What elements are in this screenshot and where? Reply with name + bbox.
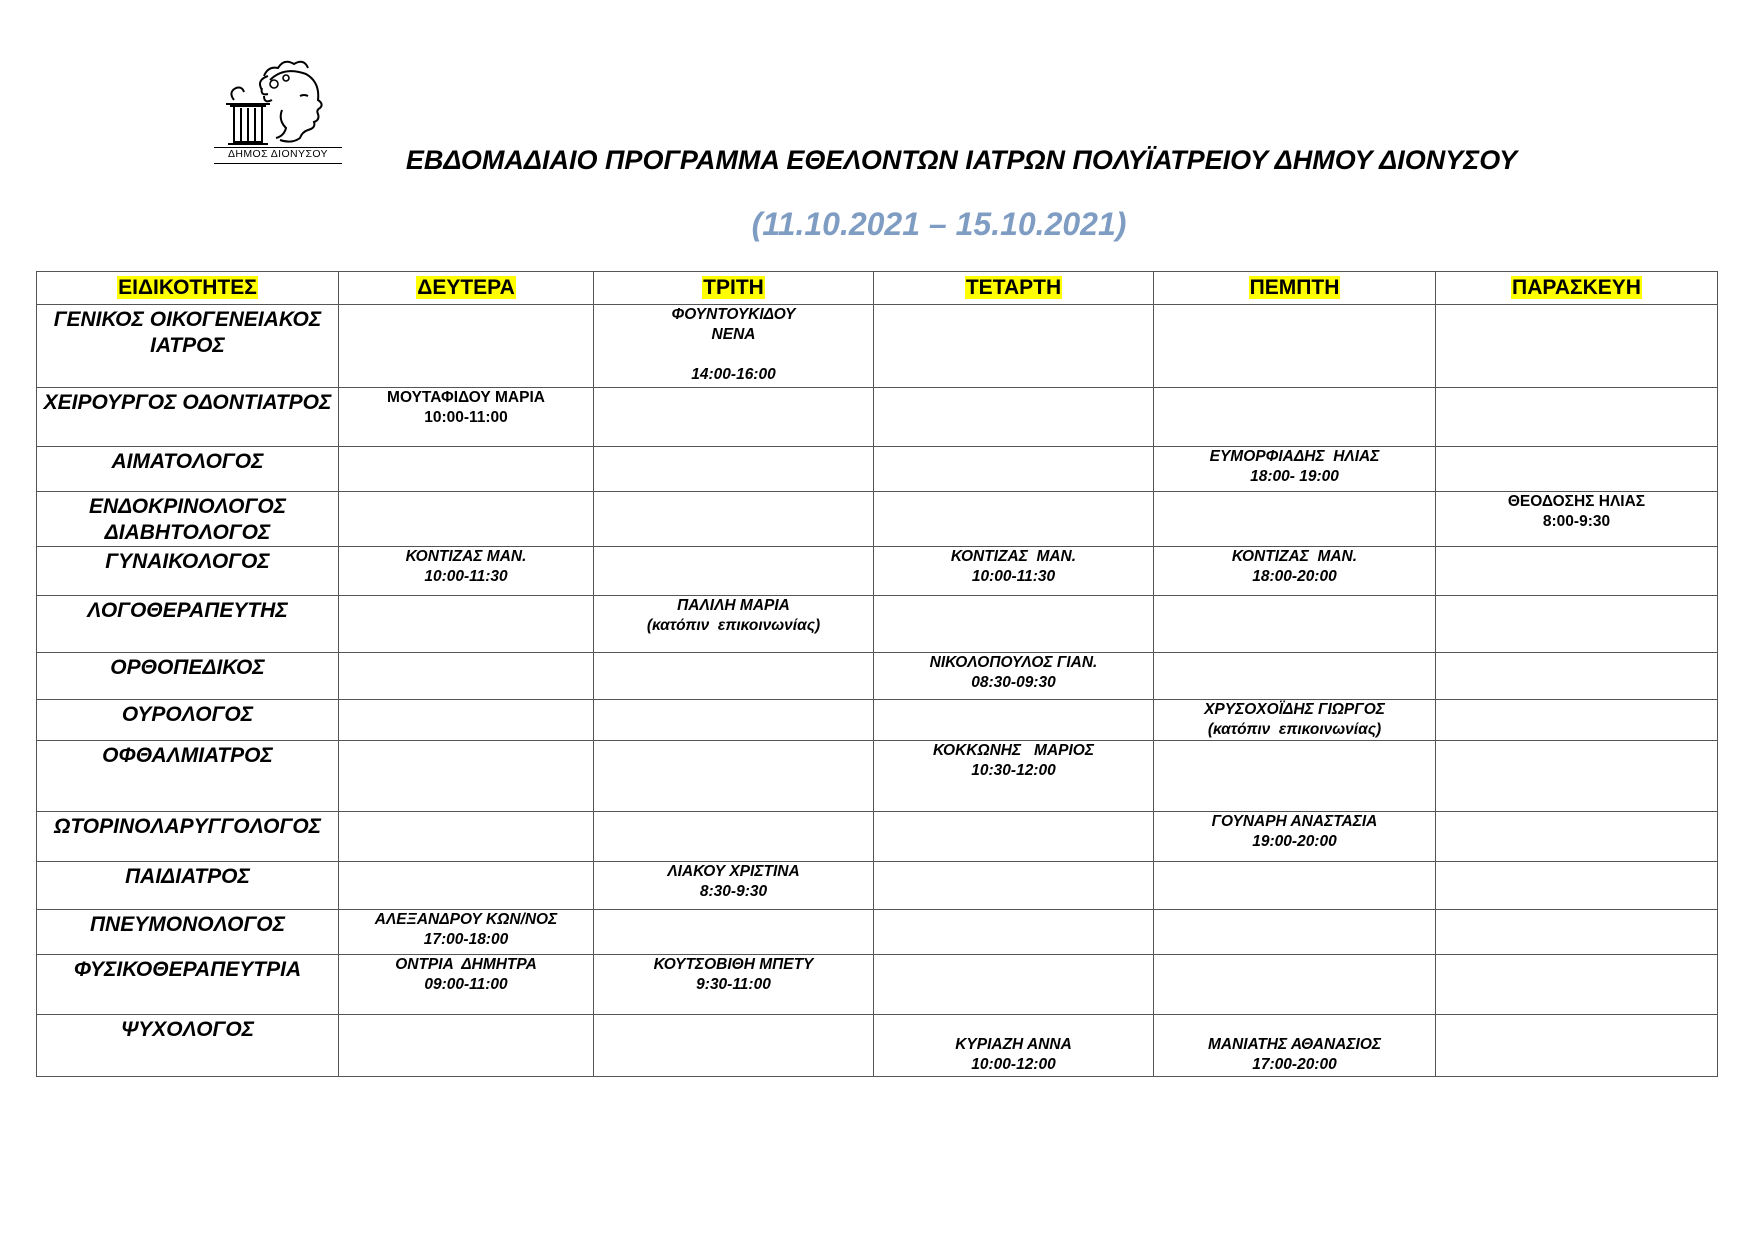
schedule-cell-thursday xyxy=(1154,388,1436,447)
schedule-cell-friday xyxy=(1436,862,1718,910)
schedule-cell-thursday xyxy=(1154,547,1436,596)
schedule-cell-thursday xyxy=(1154,492,1436,547)
table-row xyxy=(37,447,1718,492)
schedule-cell-wednesday xyxy=(874,547,1154,596)
schedule-cell-tuesday xyxy=(594,447,874,492)
time-slot: 18:00-20:00 xyxy=(1252,568,1337,585)
schedule-cell-monday xyxy=(339,305,594,388)
table-row xyxy=(37,910,1718,955)
specialty-cell: ΕΝΔΟΚΡΙΝΟΛΟΓΟΣ ΔΙΑΒΗΤΟΛΟΓΟΣ xyxy=(37,492,339,547)
schedule-cell-wednesday xyxy=(874,653,1154,700)
specialty-cell: ΨΥΧΟΛΟΓΟΣ xyxy=(37,1015,339,1077)
schedule-cell-wednesday xyxy=(874,492,1154,547)
specialty-cell: ΧΕΙΡΟΥΡΓΟΣ ΟΔΟΝΤΙΑΤΡΟΣ xyxy=(37,388,339,447)
doctor-name: ΠΑΛΙΛΗ ΜΑΡΙΑ xyxy=(677,597,790,614)
dionysus-head-icon xyxy=(212,60,344,146)
schedule-cell-monday xyxy=(339,955,594,1015)
doctor-name: ΧΡΥΣΟΧΟΪΔΗΣ ΓΙΩΡΓΟΣ xyxy=(1204,701,1385,718)
date-range: (11.10.2021 – 15.10.2021) xyxy=(751,206,1127,242)
schedule-cell-monday xyxy=(339,741,594,812)
doctor-name: ΚΟΝΤΙΖΑΣ ΜΑΝ. xyxy=(405,548,527,565)
schedule-cell-tuesday xyxy=(594,910,874,955)
schedule-cell-thursday xyxy=(1154,955,1436,1015)
time-slot: 19:00-20:00 xyxy=(1252,833,1337,850)
schedule-cell-friday xyxy=(1436,1015,1718,1077)
doctor-name: ΜΑΝΙΑΤΗΣ ΑΘΑΝΑΣΙΟΣ xyxy=(1207,1036,1382,1053)
schedule-cell-wednesday xyxy=(874,910,1154,955)
schedule-cell-tuesday xyxy=(594,547,874,596)
time-slot: 10:00-11:30 xyxy=(971,568,1056,585)
table-row xyxy=(37,492,1718,547)
schedule-cell-tuesday xyxy=(594,305,874,388)
table-row xyxy=(37,653,1718,700)
schedule-cell-friday xyxy=(1436,547,1718,596)
schedule-cell-monday xyxy=(339,653,594,700)
schedule-cell-wednesday xyxy=(874,955,1154,1015)
time-slot: 10:30-12:00 xyxy=(971,762,1056,779)
schedule-cell-friday xyxy=(1436,447,1718,492)
schedule-cell-thursday xyxy=(1154,700,1436,741)
specialty-cell: ΑΙΜΑΤΟΛΟΓΟΣ xyxy=(37,447,339,492)
schedule-cell-monday xyxy=(339,547,594,596)
specialty-cell: ΟΥΡΟΛΟΓΟΣ xyxy=(37,700,339,741)
time-slot: 18:00- 19:00 xyxy=(1250,468,1339,485)
schedule-cell-friday xyxy=(1436,741,1718,812)
schedule-cell-monday xyxy=(339,596,594,653)
doctor-name: ΓΟΥΝΑΡΗ ΑΝΑΣΤΑΣΙΑ xyxy=(1211,813,1378,830)
doctor-name: ΚΟΝΤΙΖΑΣ ΜΑΝ. xyxy=(1231,548,1358,565)
schedule-cell-friday xyxy=(1436,492,1718,547)
table-row xyxy=(37,700,1718,741)
schedule-cell-wednesday xyxy=(874,447,1154,492)
schedule-cell-tuesday xyxy=(594,700,874,741)
doctor-name: ΚΟΝΤΙΖΑΣ ΜΑΝ. xyxy=(950,548,1077,565)
schedule-cell-wednesday xyxy=(874,1015,1154,1077)
schedule-cell-thursday xyxy=(1154,653,1436,700)
schedule-cell-tuesday xyxy=(594,1015,874,1077)
schedule-cell-monday xyxy=(339,812,594,862)
doctor-name: ΚΥΡΙΑΖΗ ΑΝΝΑ xyxy=(955,1036,1072,1053)
doctor-name: ΚΟΥΤΣΟΒΙΘΗ ΜΠΕΤΥ xyxy=(653,956,814,973)
schedule-cell-thursday xyxy=(1154,447,1436,492)
time-slot: 10:00-11:00 xyxy=(424,409,508,426)
schedule-cell-thursday xyxy=(1154,596,1436,653)
table-row xyxy=(37,305,1718,388)
specialty-cell: ΓΕΝΙΚΟΣ ΟΙΚΟΓΕΝΕΙΑΚΟΣ ΙΑΤΡΟΣ xyxy=(37,305,339,388)
time-slot: (κατόπιν επικοινωνίας) xyxy=(1207,721,1382,738)
schedule-cell-monday xyxy=(339,492,594,547)
schedule-cell-monday xyxy=(339,700,594,741)
doctor-name: ΘΕΟΔΟΣΗΣ ΗΛΙΑΣ xyxy=(1507,493,1646,510)
schedule-table xyxy=(36,271,1718,1077)
header-row xyxy=(37,272,1718,305)
schedule-cell-monday xyxy=(339,1015,594,1077)
schedule-cell-tuesday xyxy=(594,955,874,1015)
table-row xyxy=(37,596,1718,653)
specialty-cell: ΟΡΘΟΠΕΔΙΚΟΣ xyxy=(37,653,339,700)
schedule-cell-wednesday xyxy=(874,741,1154,812)
table-row xyxy=(37,741,1718,812)
schedule-cell-tuesday xyxy=(594,596,874,653)
time-slot: (κατόπιν επικοινωνίας) xyxy=(646,617,821,634)
schedule-cell-monday xyxy=(339,447,594,492)
header-friday: ΠΑΡΑΣΚΕΥΗ xyxy=(1436,272,1718,305)
schedule-cell-wednesday xyxy=(874,862,1154,910)
schedule-cell-tuesday xyxy=(594,741,874,812)
table-row xyxy=(37,955,1718,1015)
schedule-cell-wednesday xyxy=(874,388,1154,447)
doctor-name: ΦΟΥΝΤΟΥΚΙΔΟΥ xyxy=(671,306,796,323)
schedule-cell-tuesday xyxy=(594,862,874,910)
table-row xyxy=(37,862,1718,910)
table-row xyxy=(37,1015,1718,1077)
doctor-name: ΜΟΥΤΑΦΙΔΟΥ ΜΑΡΙΑ xyxy=(387,389,545,406)
time-slot: 10:00-11:30 xyxy=(424,568,508,585)
schedule-cell-friday xyxy=(1436,812,1718,862)
table-row xyxy=(37,547,1718,596)
page-title: ΕΒΔΟΜΑΔΙΑΙΟ ΠΡΟΓΡΑΜΜΑ ΕΘΕΛΟΝΤΩΝ ΙΑΤΡΩΝ ΠΟΛΥΪΑΤΡΕΙΟΥ ΔΗΜΟΥ ΔΙΟΝΥΣΟΥ xyxy=(405,145,1518,175)
header-tuesday: ΤΡΙΤΗ xyxy=(594,272,874,305)
table-row xyxy=(37,388,1718,447)
time-slot: 17:00-18:00 xyxy=(423,931,509,948)
doctor-name: ΚΟΚΚΩΝΗΣ ΜΑΡΙΟΣ xyxy=(932,742,1095,759)
specialty-cell: ΛΟΓΟΘΕΡΑΠΕΥΤΗΣ xyxy=(37,596,339,653)
logo-text: ΔΗΜΟΣ ΔΙΟΝΥΣΟΥ xyxy=(228,148,328,160)
schedule-cell-monday xyxy=(339,862,594,910)
doctor-name: ΕΥΜΟΡΦΙΑΔΗΣ ΗΛΙΑΣ xyxy=(1209,448,1380,465)
schedule-cell-monday xyxy=(339,910,594,955)
schedule-cell-friday xyxy=(1436,596,1718,653)
doctor-name: ΟΝΤΡΙΑ ΔΗΜΗΤΡΑ xyxy=(395,956,537,973)
schedule-cell-friday xyxy=(1436,305,1718,388)
schedule-cell-friday xyxy=(1436,388,1718,447)
time-slot: 8:00-9:30 xyxy=(1542,513,1611,530)
specialty-cell: ΩΤΟΡΙΝΟΛΑΡΥΓΓΟΛΟΓΟΣ xyxy=(37,812,339,862)
specialty-cell: ΓΥΝΑΙΚΟΛΟΓΟΣ xyxy=(37,547,339,596)
time-slot: 9:30-11:00 xyxy=(696,976,771,993)
schedule-cell-friday xyxy=(1436,653,1718,700)
schedule-cell-wednesday xyxy=(874,596,1154,653)
schedule-cell-monday xyxy=(339,388,594,447)
schedule-cell-friday xyxy=(1436,955,1718,1015)
schedule-cell-tuesday xyxy=(594,812,874,862)
schedule-cell-thursday xyxy=(1154,1015,1436,1077)
header-wednesday: ΤΕΤΑΡΤΗ xyxy=(874,272,1154,305)
schedule-cell-tuesday xyxy=(594,653,874,700)
time-slot: 8:30-9:30 xyxy=(699,883,768,900)
schedule-cell-friday xyxy=(1436,700,1718,741)
specialty-cell: ΠΝΕΥΜΟΝΟΛΟΓΟΣ xyxy=(37,910,339,955)
time-slot: 17:00-20:00 xyxy=(1252,1056,1337,1073)
schedule-cell-thursday xyxy=(1154,812,1436,862)
header-thursday: ΠΕΜΠΤΗ xyxy=(1154,272,1436,305)
table-row xyxy=(37,812,1718,862)
schedule-cell-tuesday xyxy=(594,388,874,447)
time-slot: 10:00-12:00 xyxy=(971,1056,1056,1073)
doctor-name: ΝΙΚΟΛΟΠΟΥΛΟΣ ΓΙΑΝ. xyxy=(929,654,1098,671)
time-slot: 08:30-09:30 xyxy=(971,674,1056,691)
schedule-cell-thursday xyxy=(1154,741,1436,812)
schedule-cell-tuesday xyxy=(594,492,874,547)
schedule-cell-thursday xyxy=(1154,862,1436,910)
doctor-name: ΛΙΑΚΟΥ ΧΡΙΣΤΙΝΑ xyxy=(667,863,800,880)
specialty-cell: ΦΥΣΙΚΟΘΕΡΑΠΕΥΤΡΙΑ xyxy=(37,955,339,1015)
time-slot: 14:00-16:00 xyxy=(691,366,776,383)
specialty-cell: ΠΑΙΔΙΑΤΡΟΣ xyxy=(37,862,339,910)
time-slot: ΝΕΝΑ xyxy=(711,326,756,343)
specialty-cell: ΟΦΘΑΛΜΙΑΤΡΟΣ xyxy=(37,741,339,812)
schedule-cell-wednesday xyxy=(874,700,1154,741)
schedule-cell-thursday xyxy=(1154,910,1436,955)
schedule-cell-wednesday xyxy=(874,305,1154,388)
doctor-name: ΑΛΕΞΑΝΔΡΟΥ ΚΩΝ/ΝΟΣ xyxy=(374,911,558,928)
schedule-cell-wednesday xyxy=(874,812,1154,862)
header-specialties: ΕΙΔΙΚΟΤΗΤΕΣ xyxy=(37,272,339,305)
header-monday: ΔΕΥΤΕΡΑ xyxy=(339,272,594,305)
time-slot: 09:00-11:00 xyxy=(424,976,508,993)
time-slot xyxy=(594,345,873,365)
schedule-cell-thursday xyxy=(1154,305,1436,388)
schedule-cell-friday xyxy=(1436,910,1718,955)
